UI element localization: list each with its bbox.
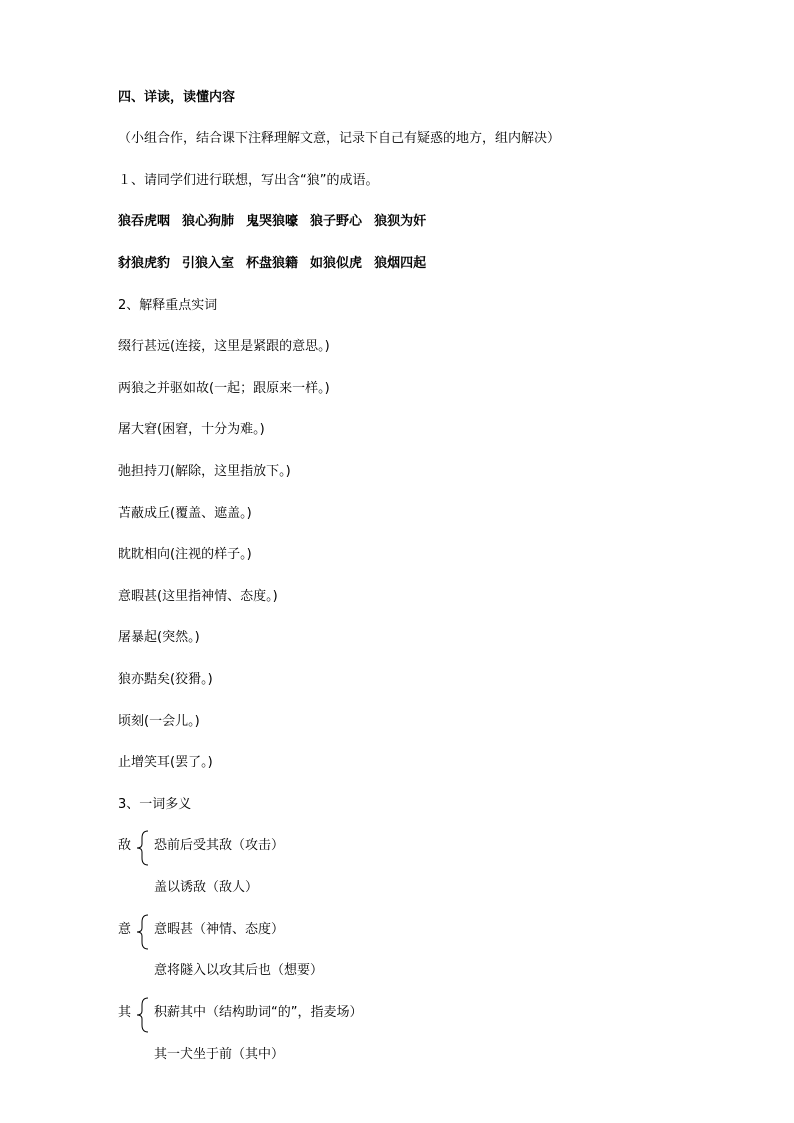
section-title: 四、详读，读懂内容 (118, 90, 236, 105)
word-item: 屠暴起(突然。) (118, 630, 200, 645)
instruction-text: （小组合作，结合课下注释理解文意，记录下自己有疑惑的地方，组内解决） (118, 131, 561, 146)
polysemy-sense: 恐前后受其敌（攻击） (154, 838, 285, 853)
brace-icon (136, 830, 150, 866)
idiom: 鬼哭狼嚎 (246, 214, 299, 229)
polysemy-char: 其 (118, 1005, 132, 1020)
idiom: 豺狼虎豹 (118, 256, 171, 271)
idiom: 狼吞虎咽 (118, 214, 171, 229)
idioms-row-1 (118, 214, 438, 230)
polysemy-sense: 积薪其中（结构助词“的”，指麦场） (154, 1005, 363, 1020)
question-3: 3、一词多义 (118, 797, 192, 812)
idiom: 引狼入室 (182, 256, 235, 271)
word-item: 意暇甚(这里指神情、态度。) (118, 589, 278, 604)
polysemy-sense: 意将隧入以攻其后也（想要） (154, 963, 324, 978)
idioms-row-2 (118, 256, 438, 272)
brace-icon (136, 914, 150, 950)
idiom: 杯盘狼籍 (246, 256, 299, 271)
question-2: 2、解释重点实词 (118, 298, 218, 313)
word-item: 止增笑耳(罢了。) (118, 755, 213, 770)
word-item: 眈眈相向(注视的样子。) (118, 547, 252, 562)
word-item: 顷刻(一会儿。) (118, 714, 200, 729)
polysemy-sense: 其一犬坐于前（其中） (154, 1047, 285, 1062)
polysemy-char: 意 (118, 922, 132, 937)
brace-icon (136, 997, 150, 1033)
idiom: 狼心狗肺 (182, 214, 235, 229)
word-item: 屠大窘(困窘，十分为难。) (118, 422, 265, 437)
word-item: 苫蔽成丘(覆盖、遮盖。) (118, 506, 252, 521)
idiom: 狼狈为奸 (374, 214, 427, 229)
word-item: 两狼之并驱如故(一起；跟原来一样。) (118, 381, 330, 396)
idiom: 狼烟四起 (374, 256, 427, 271)
polysemy-char: 敌 (118, 838, 132, 853)
idiom: 如狼似虎 (310, 256, 363, 271)
word-item: 缀行甚远(连接，这里是紧跟的意思。) (118, 339, 330, 354)
word-item: 狼亦黠矣(狡猾。) (118, 672, 213, 687)
polysemy-sense: 意暇甚（神情、态度） (154, 922, 285, 937)
word-item: 弛担持刀(解除，这里指放下。) (118, 464, 291, 479)
idiom: 狼子野心 (310, 214, 363, 229)
polysemy-sense: 盖以诱敌（敌人） (154, 880, 259, 895)
question-1: １、请同学们进行联想，写出含“狼”的成语。 (118, 173, 379, 188)
